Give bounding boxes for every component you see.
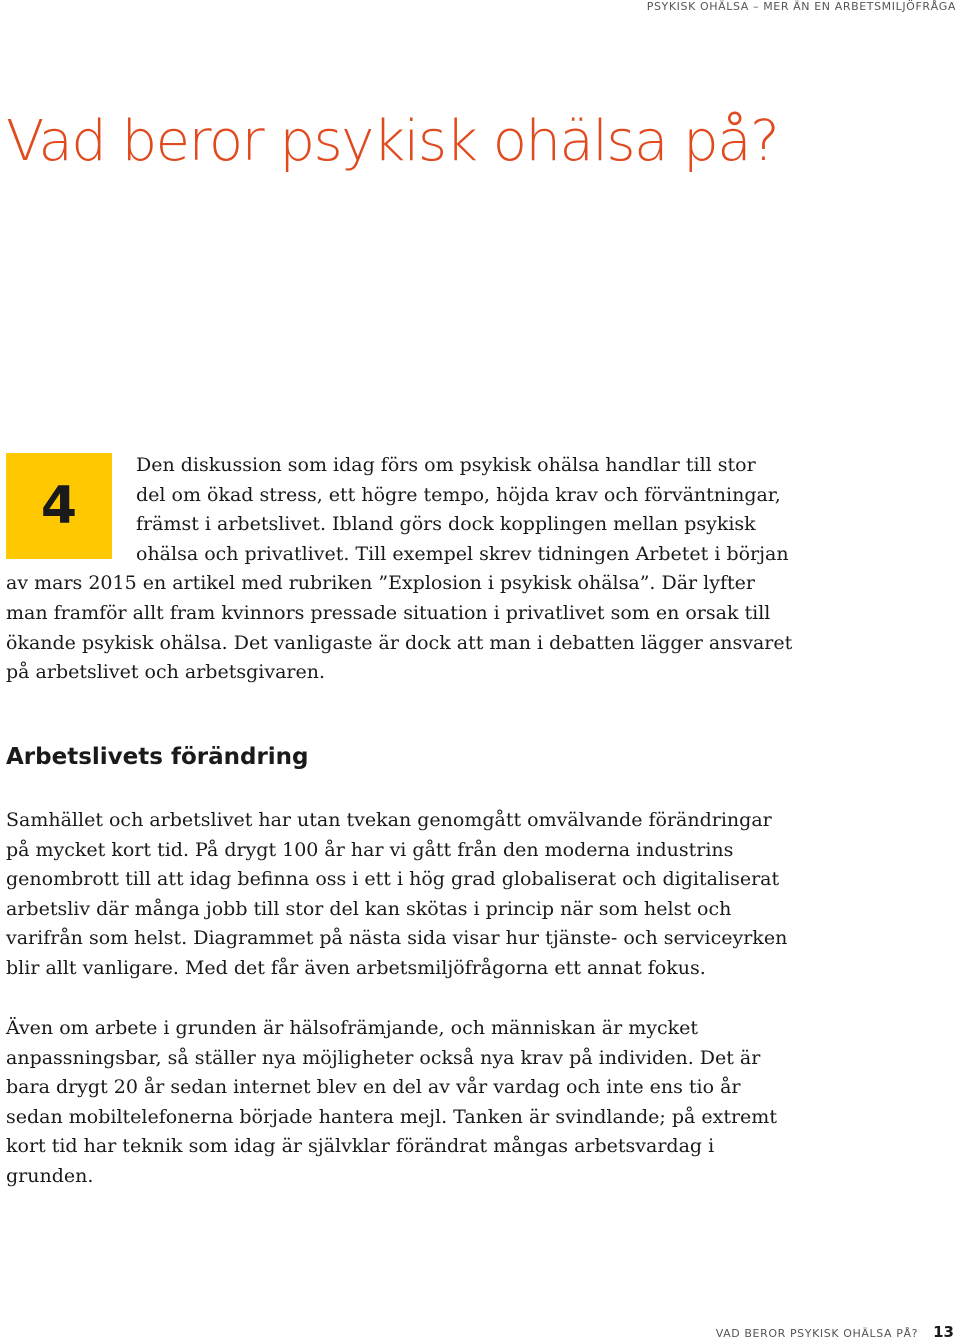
intro-line: man framför allt fram kvinnors pressade situation i privatlivet som en orsak till: [6, 601, 771, 624]
intro-paragraph: [6, 451, 796, 688]
page-title: Vad beror psykisk ohälsa på?: [6, 109, 779, 174]
intro-line: på arbetslivet och arbetsgivaren.: [6, 661, 326, 684]
intro-line: Den diskussion som idag förs om psykisk ohälsa handlar till stor: [136, 454, 756, 476]
intro-line: av mars 2015 en artikel med rubriken ”Explosion i psykisk ohälsa”. Där lyfter: [6, 572, 755, 595]
page-number: 13: [933, 1323, 954, 1341]
chapter-number-badge: 4: [6, 453, 112, 559]
section-heading: Arbetslivets förändring: [6, 744, 309, 770]
intro-line: främst i arbetslivet. Ibland görs dock kopplingen mellan psykisk: [136, 513, 756, 536]
intro-line: del om ökad stress, ett högre tempo, höjda krav och förväntningar,: [136, 483, 781, 506]
body-paragraph-1: Samhället och arbetslivet har utan tvekan genomgått omvälvande förändringar på mycket kort tid. På drygt 100 år har vi gått från den moderna industrins genombrott till att idag befinna oss i ett i hög grad globaliserat och digitaliserat arbetsliv där många jobb till stor del kan skötas i princip när som helst och varifrån som helst. Diagrammet på nästa sida visar hur tjänste- och serviceyrken blir allt vanligare. Med det får även arbetsmiljöfrågorna ett annat fokus.: [6, 809, 788, 979]
footer-title: VAD BEROR PSYKISK OHÄLSA PÅ?: [715, 1327, 919, 1340]
running-footer: [716, 1322, 954, 1341]
running-header: PSYKISK OHÄLSA – MER ÄN EN ARBETSMILJÖFRÅGA: [646, 0, 956, 13]
intro-line: ökande psykisk ohälsa. Det vanligaste är dock att man i debatten lägger ansvaret: [6, 631, 793, 654]
intro-line: ohälsa och privatlivet. Till exempel skrev tidningen Arbetet i början: [136, 542, 789, 565]
body-paragraph-2: Även om arbete i grunden är hälsofrämjande, och människan är mycket anpassningsbar, så ställer nya möjligheter också nya krav på individen. Det är bara drygt 20 år sedan internet blev en del av vår vardag och inte ens tio år sedan mobiltelefonerna började hantera mejl. Tanken är svindlande; på extremt kort tid har teknik som idag är självklar förändrat mångas arbetsvardag i grunden.: [6, 1017, 777, 1187]
